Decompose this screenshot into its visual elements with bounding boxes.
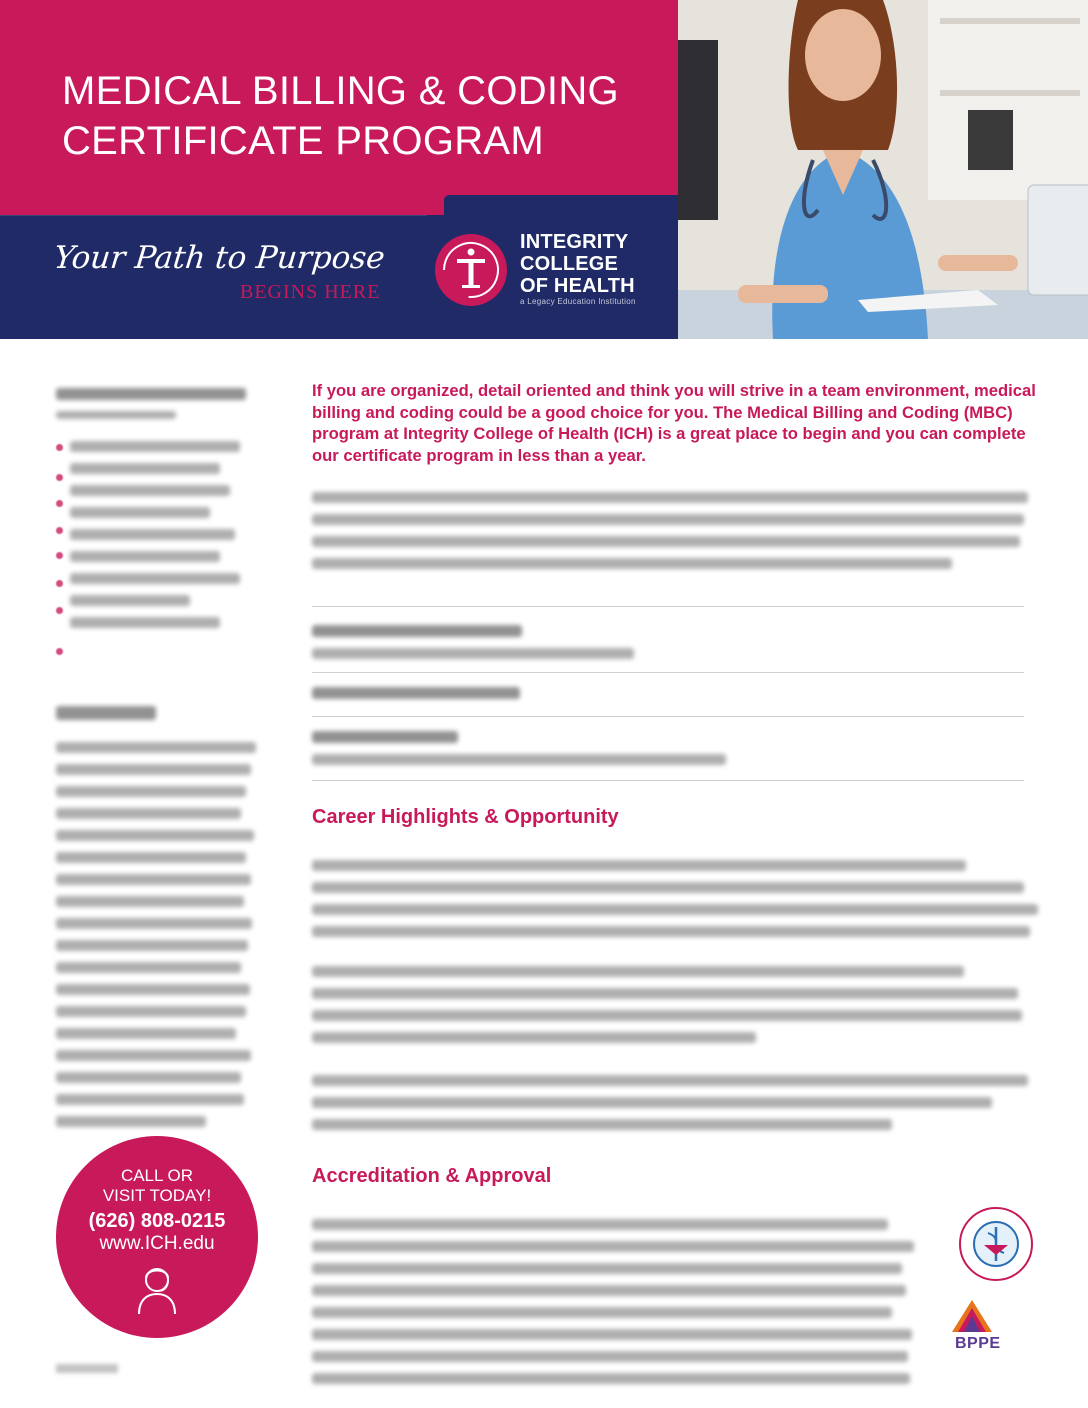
sidebar-list — [70, 441, 250, 639]
nurse-photo — [678, 0, 1088, 339]
banner-accent — [414, 195, 444, 215]
program-length — [312, 625, 1028, 670]
sidebar-why-ich — [56, 706, 256, 1138]
footer-code — [56, 1364, 118, 1373]
divider — [312, 672, 1024, 673]
divider — [312, 780, 1024, 781]
tagline-subtitle: BEGINS HERE — [240, 281, 381, 303]
cta-line-1: CALL OR — [120, 1166, 194, 1185]
tagline: Your Path to Purpose — [52, 240, 387, 276]
sidebar-bullet — [56, 474, 63, 481]
header-banner — [0, 0, 678, 215]
bppe-label: BPPE — [955, 1335, 1001, 1352]
program-description — [312, 492, 1028, 580]
bppe-triangle-icon — [950, 1298, 994, 1339]
career-paragraph-3 — [312, 1075, 1040, 1141]
bppe-fine-print — [952, 1354, 953, 1359]
intro-paragraph: If you are organized, detail oriented and think you will strive in a team environment, medical billing and coding could be a good choice for you. The Medical Billing and Coding (MBC) program at Integrity College of Health (ICH) is a great place to begin and you can complete our certificate program in less than a year. — [312, 381, 1036, 465]
person-headset-icon — [135, 1264, 179, 1321]
phone-number[interactable]: (626) 808-0215 — [88, 1210, 226, 1232]
sidebar-program-info — [56, 388, 256, 430]
accreditation-heading: Accreditation & Approval — [312, 1165, 552, 1187]
sidebar-bullet — [56, 607, 63, 614]
sidebar-bullet — [56, 527, 63, 534]
career-paragraph-1 — [312, 860, 1040, 948]
logo-line-3: OF HEALTH — [520, 275, 635, 297]
college-logo-text — [520, 231, 635, 297]
website-link[interactable]: www.ICH.edu — [99, 1233, 215, 1254]
divider — [312, 716, 1024, 717]
abhes-seal-icon — [948, 1205, 1044, 1288]
divider — [312, 606, 1024, 607]
contact-callout — [56, 1136, 258, 1338]
total-clock-hours — [312, 731, 1028, 776]
logo-line-2: COLLEGE — [520, 253, 619, 275]
logo-line-1: INTEGRITY — [520, 231, 629, 253]
sidebar-bullet — [56, 500, 63, 507]
sidebar-bullet — [56, 648, 63, 655]
page-title — [62, 66, 619, 166]
career-heading: Career Highlights & Opportunity — [312, 806, 619, 828]
title-line-2: CERTIFICATE PROGRAM — [62, 119, 545, 163]
sidebar-bullet — [56, 444, 63, 451]
semester-credit-hours — [312, 687, 1028, 710]
logo-subtitle: a Legacy Education Institution — [520, 297, 636, 306]
accreditation-paragraph — [312, 1219, 912, 1395]
integrity-t-icon — [435, 234, 507, 306]
sidebar-bullet — [56, 580, 63, 587]
sidebar-bullet — [56, 552, 63, 559]
cta-line-2: VISIT TODAY! — [102, 1186, 212, 1205]
career-paragraph-2 — [312, 966, 1040, 1054]
title-line-1: MEDICAL BILLING & CODING — [62, 69, 619, 113]
